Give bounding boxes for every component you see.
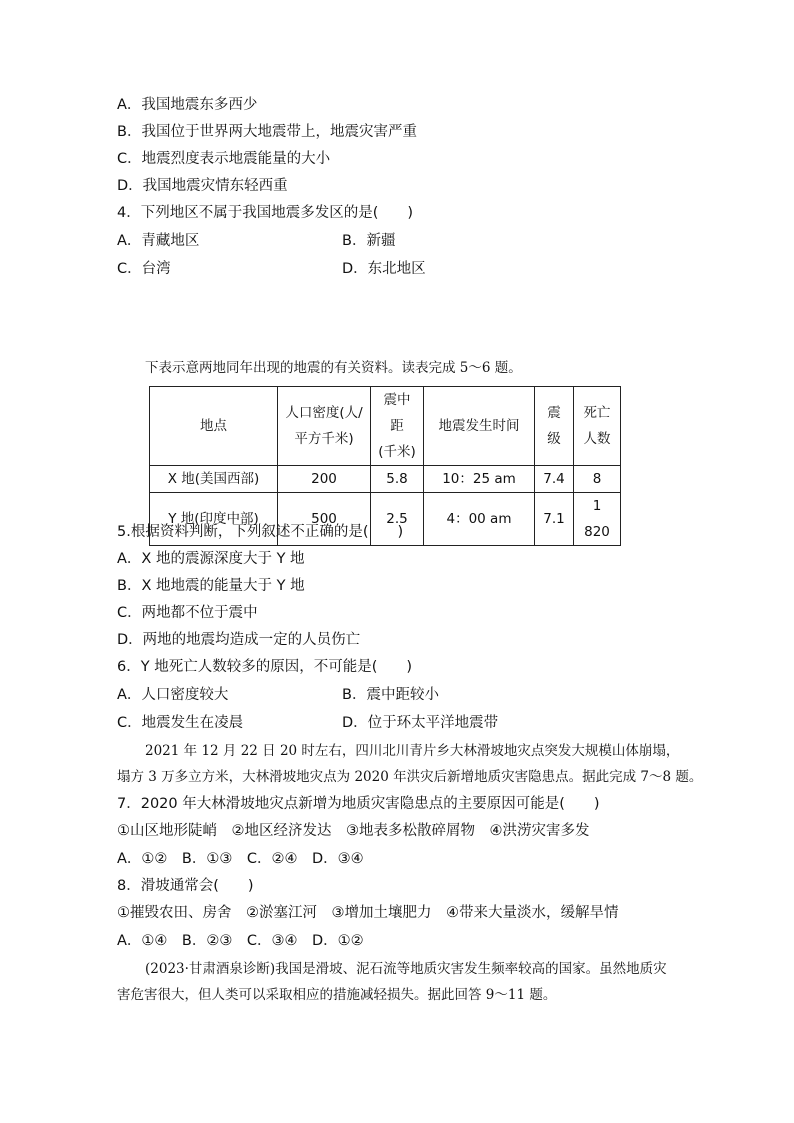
table-header-row [150, 387, 621, 466]
q7-stem: 7．2020 年大林滑坡地灾点新增为地质灾害隐患点的主要原因可能是( ) [117, 796, 600, 812]
cell-place: X 地(美国西部) [150, 466, 278, 493]
header-distance-line2: (千米) [378, 444, 416, 460]
cell-deaths: 1 820 [574, 493, 621, 546]
cell-distance: 5.8 [371, 466, 424, 493]
q5-option-a: A．X 地的震源深度大于 Y 地 [117, 551, 305, 567]
header-time: 地震发生时间 [424, 387, 535, 466]
cell-place: Y 地(印度中部) [150, 493, 278, 546]
q6-option-d: D．位于环太平洋地震带 [342, 715, 499, 731]
q6-option-b: B．震中距较小 [342, 687, 439, 703]
cell-magnitude: 7.4 [535, 466, 574, 493]
q8-items: ①摧毁农田、房舍 ②淤塞江河 ③增加土壤肥力 ④带来大量淡水，缓解旱情 [117, 905, 619, 921]
cell-time: 4：00 am [424, 493, 535, 546]
cell-distance: 2.5 [371, 493, 424, 546]
q8-stem: 8．滑坡通常会( ) [117, 878, 254, 894]
header-deaths-line1: 死亡 [583, 405, 611, 421]
q6-option-c: C．地震发生在凌晨 [117, 715, 244, 731]
header-density [278, 387, 371, 466]
q7-options: A．①② B．①③ C．②④ D．③④ [117, 851, 364, 867]
header-distance-line1: 震中距 [383, 392, 411, 434]
q6-stem: 6．Y 地死亡人数较多的原因，不可能是( ) [117, 659, 413, 675]
q4-option-b: B．新疆 [342, 233, 396, 249]
q3-option-b: B．我国位于世界两大地震带上，地震灾害严重 [117, 124, 417, 140]
q6-option-a: A．人口密度较大 [117, 687, 229, 703]
passage-1-line-2: 塌方 3 万多立方米，大林滑坡地灾点为 2020 年洪灾后新增地质灾害隐患点。据此完成 7～8 题。 [117, 769, 703, 785]
q5-stem: 5.根据资料判断，下列叙述不正确的是( ) [117, 524, 404, 540]
q5-option-c: C．两地都不位于震中 [117, 605, 258, 621]
header-magnitude: 震级 [535, 387, 574, 466]
cell-density: 200 [278, 466, 371, 493]
cell-magnitude: 7.1 [535, 493, 574, 546]
q4-option-c: C．台湾 [117, 261, 171, 277]
q5-option-d: D．两地的地震均造成一定的人员伤亡 [117, 632, 361, 648]
header-distance [371, 387, 424, 466]
cell-deaths: 8 [574, 466, 621, 493]
table-row [150, 466, 621, 493]
passage-1-line-1: 2021 年 12 月 22 日 20 时左右，四川北川青片乡大林滑坡地灾点突发大规模山体崩塌， [145, 743, 680, 759]
header-place: 地点 [150, 387, 278, 466]
q8-options: A．①④ B．②③ C．③④ D．①② [117, 933, 364, 949]
passage-2-line-1: (2023·甘肃酒泉诊断)我国是滑坡、泥石流等地质灾害发生频率较高的国家。虽然地质灾 [145, 961, 667, 977]
passage-2-line-2: 害危害很大，但人类可以采取相应的措施减轻损失。据此回答 9～11 题。 [117, 987, 557, 1003]
header-deaths [574, 387, 621, 466]
q5-option-b: B．X 地地震的能量大于 Y 地 [117, 578, 305, 594]
header-deaths-line2: 人数 [583, 431, 611, 447]
q3-option-d: D．我国地震灾情东轻西重 [117, 178, 288, 194]
q3-option-c: C．地震烈度表示地震能量的大小 [117, 151, 331, 167]
header-density-line2: 平方千米) [294, 431, 354, 447]
q7-items: ①山区地形陡峭 ②地区经济发达 ③地表多松散碎屑物 ④洪涝灾害多发 [117, 823, 590, 839]
q4-option-a: A．青藏地区 [117, 233, 200, 249]
cell-density: 500 [278, 493, 371, 546]
q4-option-d: D．东北地区 [342, 261, 426, 277]
q3-option-a: A．我国地震东多西少 [117, 97, 258, 113]
header-density-line1: 人口密度(人/ [285, 405, 363, 421]
table-intro: 下表示意两地同年出现的地震的有关资料。读表完成 5～6 题。 [145, 360, 522, 376]
q4-stem: 4．下列地区不属于我国地震多发区的是( ) [117, 205, 414, 221]
cell-time: 10：25 am [424, 466, 535, 493]
